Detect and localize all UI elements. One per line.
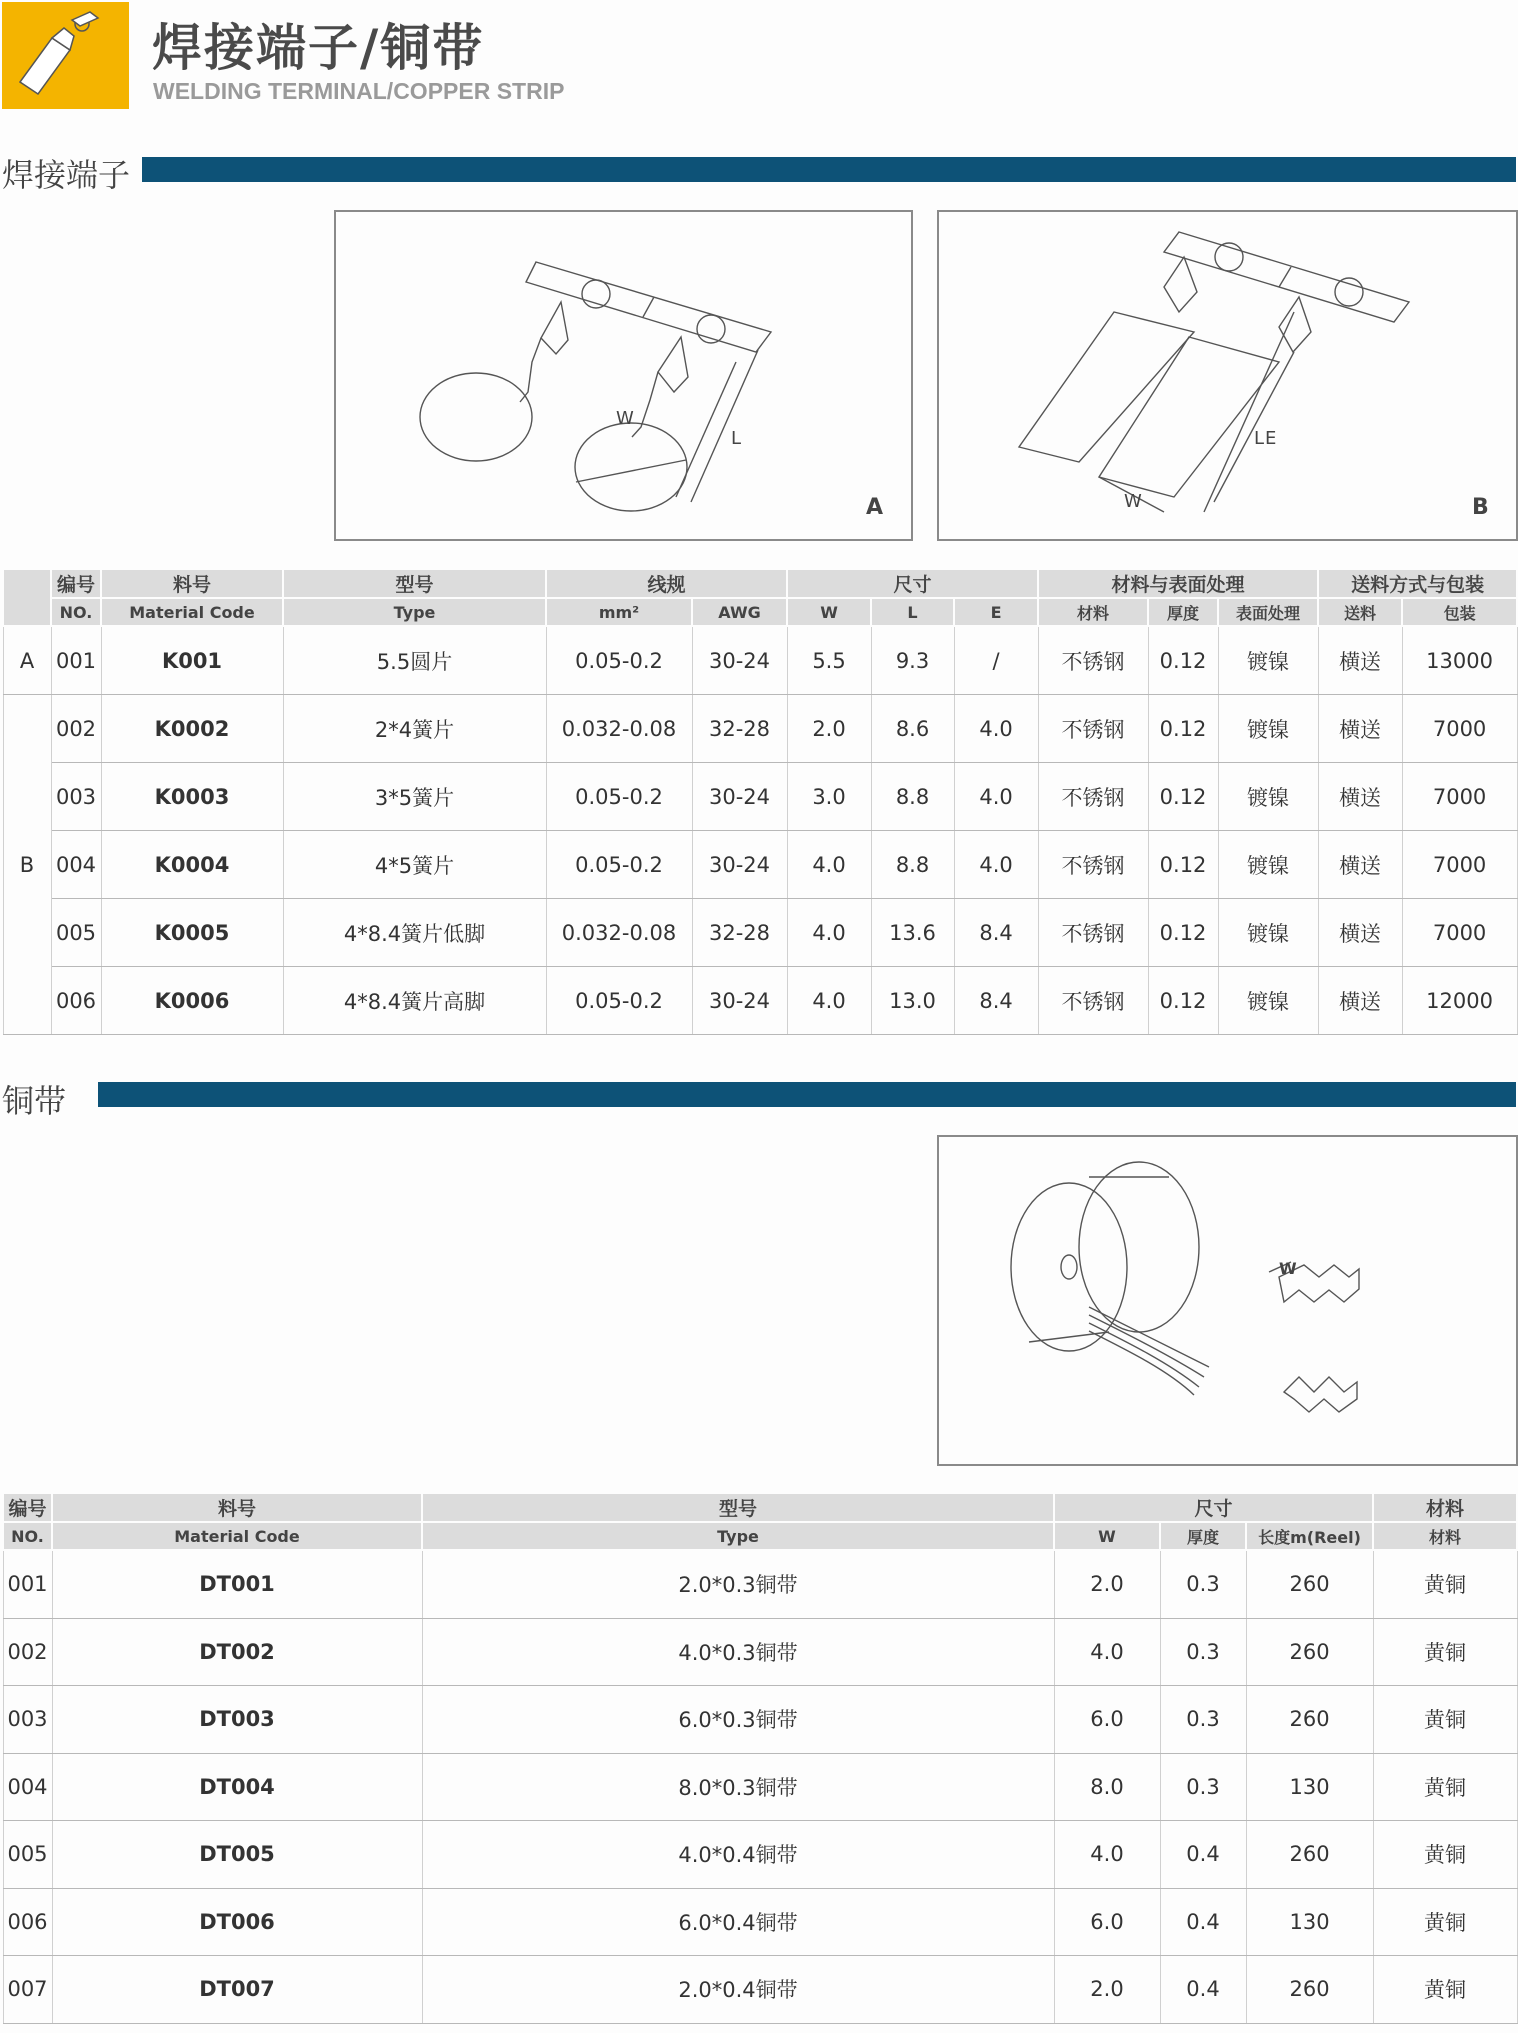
t2-subheader-no: NO. — [3, 1522, 52, 1550]
cell-material: 黄铜 — [1373, 1821, 1517, 1889]
cell-material-code: DT005 — [52, 1821, 422, 1889]
cell-length: 260 — [1246, 1618, 1373, 1686]
header-material-surface: 材料与表面处理 — [1038, 569, 1318, 598]
cell-package: 7000 — [1402, 831, 1517, 899]
table-subheader-row — [3, 598, 1517, 626]
cell-package: 7000 — [1402, 899, 1517, 967]
t2-header-dimensions: 尺寸 — [1054, 1493, 1373, 1522]
subheader-w: W — [787, 598, 871, 626]
cell-surface: 镀镍 — [1218, 695, 1318, 763]
table-row — [3, 1956, 1517, 2024]
table-row — [3, 899, 1517, 967]
dimension-l-label-b: L — [1254, 428, 1265, 449]
cell-type: 2*4簧片 — [283, 695, 546, 763]
section-divider-bar-2 — [98, 1082, 1516, 1107]
t2-header-type: 型号 — [422, 1493, 1054, 1522]
table-row — [3, 763, 1517, 831]
cell-material: 不锈钢 — [1038, 626, 1148, 695]
cell-material: 不锈钢 — [1038, 763, 1148, 831]
cell-no: 001 — [51, 626, 101, 695]
cell-thickness: 0.3 — [1160, 1618, 1246, 1686]
cell-material-code: DT004 — [52, 1753, 422, 1821]
cell-e: 4.0 — [954, 831, 1038, 899]
subheader-thickness: 厚度 — [1148, 598, 1218, 626]
cell-type: 2.0*0.4铜带 — [422, 1956, 1054, 2024]
cell-awg: 30-24 — [692, 763, 787, 831]
terminal-logo-icon — [2, 2, 129, 109]
subheader-no: NO. — [51, 598, 101, 626]
group-cell-a: A — [3, 626, 51, 695]
cell-package: 13000 — [1402, 626, 1517, 695]
cell-feed: 横送 — [1318, 626, 1402, 695]
table-row — [3, 1888, 1517, 1956]
cell-length: 260 — [1246, 1956, 1373, 2024]
figure-b-label: B — [1472, 495, 1489, 520]
page-subtitle: WELDING TERMINAL/COPPER STRIP — [153, 78, 565, 104]
cell-w: 2.0 — [1054, 1956, 1160, 2024]
subheader-surface: 表面处理 — [1218, 598, 1318, 626]
cell-thickness: 0.3 — [1160, 1686, 1246, 1754]
cell-feed: 横送 — [1318, 763, 1402, 831]
copper-reel-drawing — [939, 1137, 1516, 1464]
cell-material-code: K0004 — [101, 831, 283, 899]
cell-no: 007 — [3, 1956, 52, 2024]
cell-w: 3.0 — [787, 763, 871, 831]
figure-a — [334, 210, 913, 541]
cell-surface: 镀镍 — [1218, 763, 1318, 831]
section-divider-bar — [142, 157, 1516, 182]
cell-thickness: 0.12 — [1148, 626, 1218, 695]
cell-feed: 横送 — [1318, 831, 1402, 899]
subheader-package: 包装 — [1402, 598, 1517, 626]
cell-package: 7000 — [1402, 763, 1517, 831]
cell-material-code: K001 — [101, 626, 283, 695]
cell-thickness: 0.3 — [1160, 1753, 1246, 1821]
cell-length: 260 — [1246, 1686, 1373, 1754]
cell-type: 6.0*0.3铜带 — [422, 1686, 1054, 1754]
cell-material: 黄铜 — [1373, 1618, 1517, 1686]
cell-l: 9.3 — [871, 626, 954, 695]
cell-material: 黄铜 — [1373, 1686, 1517, 1754]
t2-header-no: 编号 — [3, 1493, 52, 1522]
table-row — [3, 1550, 1517, 1618]
table-row — [3, 1686, 1517, 1754]
cell-l: 8.8 — [871, 831, 954, 899]
cell-l: 13.6 — [871, 899, 954, 967]
cell-surface: 镀镍 — [1218, 899, 1318, 967]
page-title: 焊接端子/铜带 — [152, 19, 485, 77]
cell-material: 黄铜 — [1373, 1550, 1517, 1618]
table-header-row — [3, 569, 1517, 598]
cell-w: 2.0 — [1054, 1550, 1160, 1618]
table-row — [3, 695, 1517, 763]
cell-w: 4.0 — [1054, 1821, 1160, 1889]
table2-header-row — [3, 1493, 1517, 1522]
cell-surface: 镀镍 — [1218, 831, 1318, 899]
t2-subheader-length: 长度m(Reel) — [1246, 1522, 1373, 1550]
cell-thickness: 0.12 — [1148, 831, 1218, 899]
subheader-e: E — [954, 598, 1038, 626]
header-material-code: 料号 — [101, 569, 283, 598]
cell-material-code: DT003 — [52, 1686, 422, 1754]
welding-terminal-table — [2, 568, 1518, 1035]
header-group-cell — [3, 569, 51, 626]
header-feed-package: 送料方式与包装 — [1318, 569, 1517, 598]
cell-material-code: DT001 — [52, 1550, 422, 1618]
cell-length: 260 — [1246, 1821, 1373, 1889]
cell-material: 不锈钢 — [1038, 695, 1148, 763]
table2-subheader-row — [3, 1522, 1517, 1550]
cell-e: 4.0 — [954, 695, 1038, 763]
cell-type: 3*5簧片 — [283, 763, 546, 831]
cell-awg: 32-28 — [692, 695, 787, 763]
cell-l: 13.0 — [871, 967, 954, 1035]
figure-a-label: A — [866, 495, 884, 520]
cell-w: 2.0 — [787, 695, 871, 763]
cell-type: 6.0*0.4铜带 — [422, 1888, 1054, 1956]
subheader-type: Type — [283, 598, 546, 626]
cell-type: 4.0*0.4铜带 — [422, 1821, 1054, 1889]
section-title-welding-terminal: 焊接端子 — [2, 156, 131, 194]
t2-subheader-thickness: 厚度 — [1160, 1522, 1246, 1550]
table-row — [3, 967, 1517, 1035]
cell-w: 4.0 — [1054, 1618, 1160, 1686]
cell-material: 黄铜 — [1373, 1753, 1517, 1821]
dimension-l-label: L — [731, 428, 742, 449]
cell-w: 6.0 — [1054, 1686, 1160, 1754]
cell-feed: 横送 — [1318, 695, 1402, 763]
cell-no: 002 — [51, 695, 101, 763]
subheader-l: L — [871, 598, 954, 626]
cell-thickness: 0.12 — [1148, 695, 1218, 763]
t2-subheader-w: W — [1054, 1522, 1160, 1550]
t2-header-material-code: 料号 — [52, 1493, 422, 1522]
cell-type: 2.0*0.3铜带 — [422, 1550, 1054, 1618]
cell-material-code: K0003 — [101, 763, 283, 831]
cell-w: 6.0 — [1054, 1888, 1160, 1956]
cell-thickness: 0.4 — [1160, 1956, 1246, 2024]
cell-no: 006 — [51, 967, 101, 1035]
cell-no: 004 — [3, 1753, 52, 1821]
subheader-material: 材料 — [1038, 598, 1148, 626]
cell-w: 4.0 — [787, 899, 871, 967]
logo — [2, 2, 129, 109]
table-row — [3, 1753, 1517, 1821]
cell-thickness: 0.4 — [1160, 1821, 1246, 1889]
t2-header-material: 材料 — [1373, 1493, 1517, 1522]
table-row — [3, 1618, 1517, 1686]
section-title-copper-strip: 铜带 — [2, 1082, 67, 1120]
cell-length: 260 — [1246, 1550, 1373, 1618]
dimension-w-label-strip: W — [1279, 1259, 1297, 1278]
cell-material-code: K0005 — [101, 899, 283, 967]
cell-material: 黄铜 — [1373, 1956, 1517, 2024]
cell-awg: 30-24 — [692, 626, 787, 695]
dimension-e-label: E — [1265, 428, 1277, 449]
subheader-material-code: Material Code — [101, 598, 283, 626]
cell-material-code: DT002 — [52, 1618, 422, 1686]
cell-l: 8.6 — [871, 695, 954, 763]
table-row — [3, 831, 1517, 899]
figure-b — [937, 210, 1518, 541]
cell-thickness: 0.12 — [1148, 899, 1218, 967]
cell-mm2: 0.032-0.08 — [546, 695, 692, 763]
cell-no: 006 — [3, 1888, 52, 1956]
cell-w: 4.0 — [787, 967, 871, 1035]
t2-subheader-material: 材料 — [1373, 1522, 1517, 1550]
t2-subheader-type: Type — [422, 1522, 1054, 1550]
cell-no: 003 — [3, 1686, 52, 1754]
figure-copper-reel — [937, 1135, 1518, 1466]
cell-material: 黄铜 — [1373, 1888, 1517, 1956]
cell-mm2: 0.032-0.08 — [546, 899, 692, 967]
header-dimensions: 尺寸 — [787, 569, 1038, 598]
cell-mm2: 0.05-0.2 — [546, 831, 692, 899]
cell-thickness: 0.12 — [1148, 967, 1218, 1035]
cell-type: 4.0*0.3铜带 — [422, 1618, 1054, 1686]
cell-awg: 32-28 — [692, 899, 787, 967]
cell-mm2: 0.05-0.2 — [546, 626, 692, 695]
cell-feed: 横送 — [1318, 967, 1402, 1035]
cell-thickness: 0.12 — [1148, 763, 1218, 831]
cell-package: 12000 — [1402, 967, 1517, 1035]
subheader-mm2: mm² — [546, 598, 692, 626]
header-wire-gauge: 线规 — [546, 569, 787, 598]
cell-type: 5.5圆片 — [283, 626, 546, 695]
cell-material-code: DT006 — [52, 1888, 422, 1956]
cell-no: 005 — [51, 899, 101, 967]
cell-w: 8.0 — [1054, 1753, 1160, 1821]
cell-material-code: K0006 — [101, 967, 283, 1035]
cell-l: 8.8 — [871, 763, 954, 831]
copper-strip-table — [2, 1492, 1518, 2024]
cell-length: 130 — [1246, 1888, 1373, 1956]
cell-type: 4*5簧片 — [283, 831, 546, 899]
cell-thickness: 0.3 — [1160, 1550, 1246, 1618]
cell-type: 4*8.4簧片高脚 — [283, 967, 546, 1035]
cell-package: 7000 — [1402, 695, 1517, 763]
table-row — [3, 1821, 1517, 1889]
t2-subheader-material-code: Material Code — [52, 1522, 422, 1550]
cell-mm2: 0.05-0.2 — [546, 763, 692, 831]
cell-e: 8.4 — [954, 899, 1038, 967]
header-type: 型号 — [283, 569, 546, 598]
cell-no: 003 — [51, 763, 101, 831]
spring-terminal-drawing — [939, 212, 1516, 539]
cell-e: 8.4 — [954, 967, 1038, 1035]
cell-mm2: 0.05-0.2 — [546, 967, 692, 1035]
cell-material: 不锈钢 — [1038, 967, 1148, 1035]
cell-type: 8.0*0.3铜带 — [422, 1753, 1054, 1821]
cell-material-code: K0002 — [101, 695, 283, 763]
cell-awg: 30-24 — [692, 967, 787, 1035]
cell-length: 130 — [1246, 1753, 1373, 1821]
cell-surface: 镀镍 — [1218, 967, 1318, 1035]
subheader-feed: 送料 — [1318, 598, 1402, 626]
subheader-awg: AWG — [692, 598, 787, 626]
cell-e: / — [954, 626, 1038, 695]
header-no: 编号 — [51, 569, 101, 598]
group-cell-b: B — [3, 695, 51, 1035]
cell-no: 001 — [3, 1550, 52, 1618]
cell-e: 4.0 — [954, 763, 1038, 831]
cell-material-code: DT007 — [52, 1956, 422, 2024]
cell-feed: 横送 — [1318, 899, 1402, 967]
dimension-w-label: W — [616, 408, 634, 429]
cell-no: 002 — [3, 1618, 52, 1686]
cell-material: 不锈钢 — [1038, 831, 1148, 899]
cell-surface: 镀镍 — [1218, 626, 1318, 695]
dimension-w-label-b: W — [1124, 491, 1142, 512]
cell-thickness: 0.4 — [1160, 1888, 1246, 1956]
cell-awg: 30-24 — [692, 831, 787, 899]
cell-no: 004 — [51, 831, 101, 899]
cell-w: 4.0 — [787, 831, 871, 899]
table-row — [3, 626, 1517, 695]
cell-w: 5.5 — [787, 626, 871, 695]
round-terminal-drawing — [336, 212, 911, 539]
cell-no: 005 — [3, 1821, 52, 1889]
cell-material: 不锈钢 — [1038, 899, 1148, 967]
cell-type: 4*8.4簧片低脚 — [283, 899, 546, 967]
